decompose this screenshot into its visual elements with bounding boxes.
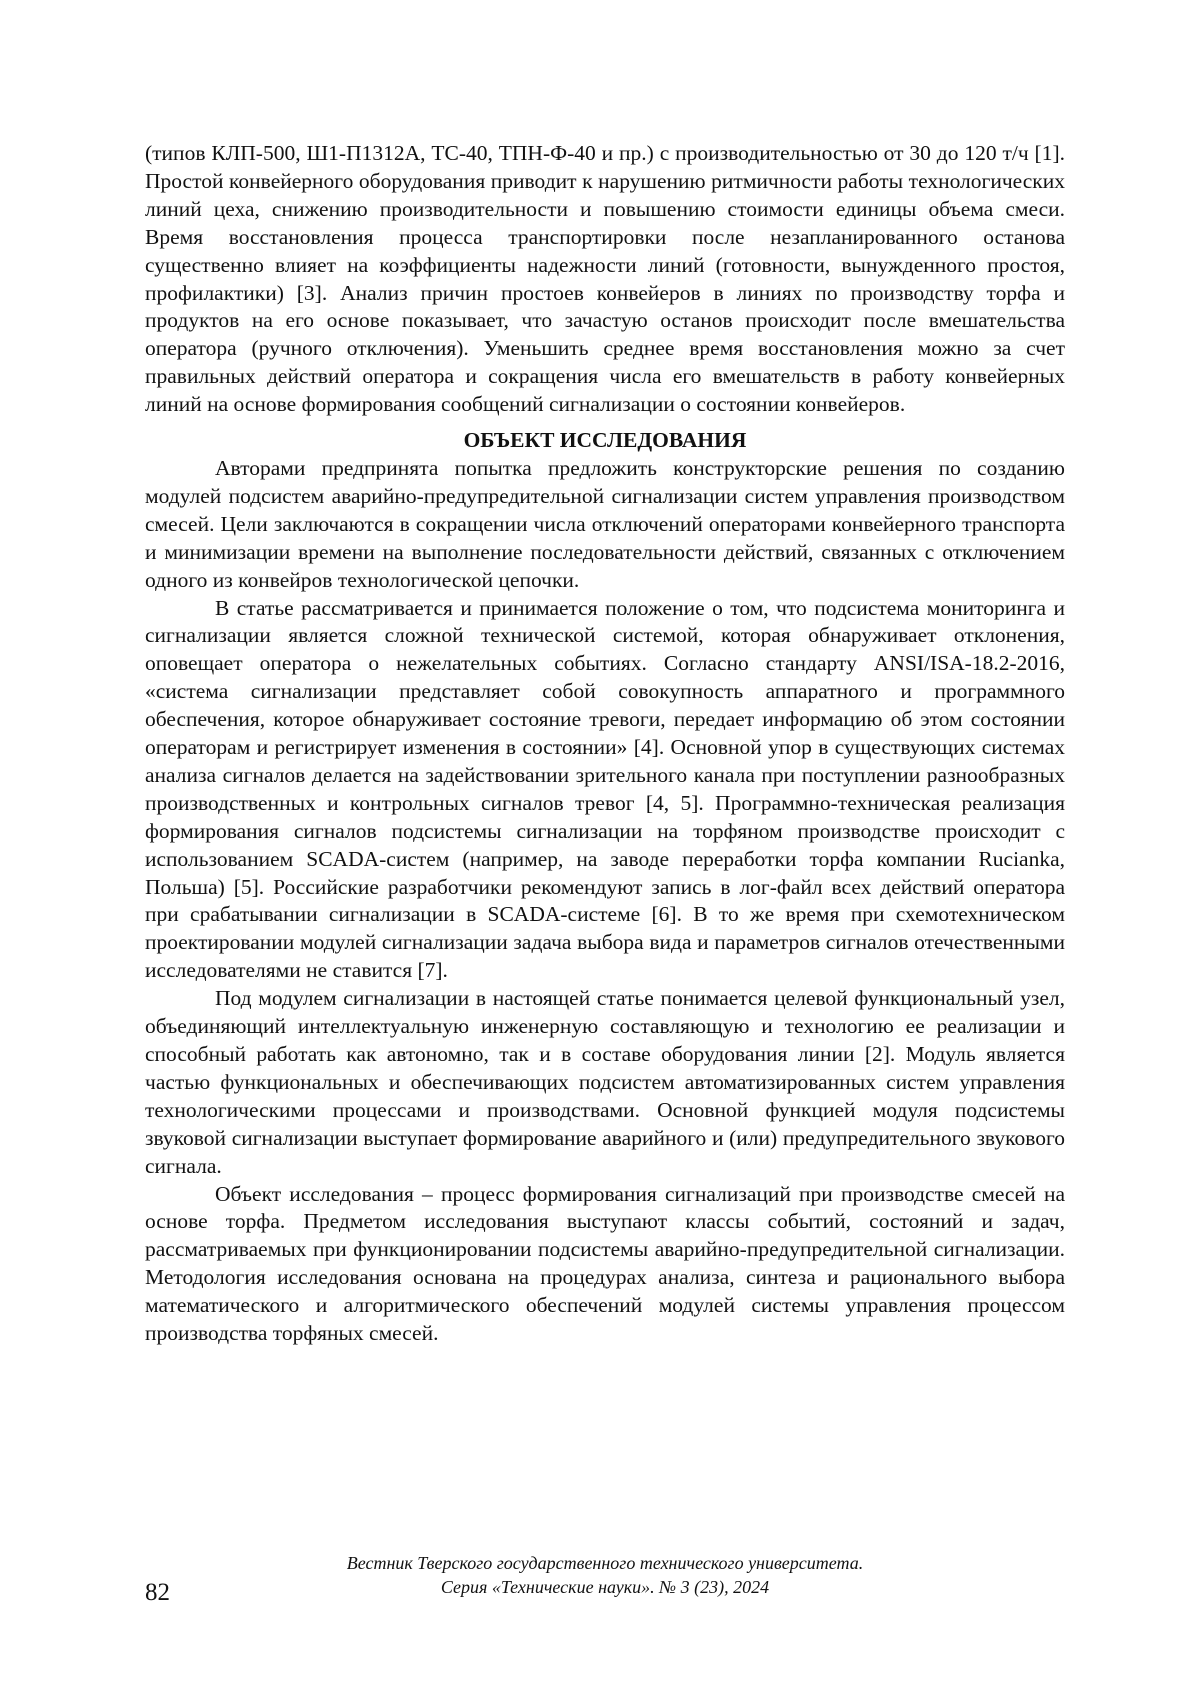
- journal-title-line: Вестник Тверского государственного технического университета.: [346, 1553, 864, 1573]
- journal-series-line: Серия «Технические науки». № 3 (23), 2024: [440, 1577, 770, 1597]
- paragraph-alarm-system: В статье рассматривается и принимается положение о том, что подсистема мониторинга и сигнализации является сложной технической системой, которая обнаруживает отклонения, оповещает оператора о нежелательных событиях. Согласно стандарту ANSI/ISA-18.2-2016, «система сигнализации представляет собой совокупность аппаратного и программного обеспечения, которое обнаруживает состояние тревоги, передает информацию об этом состоянии операторам и регистрирует изменения в состоянии» [4]. Основной упор в существующих системах анализа сигналов делается на задействовании зрительного канала при поступлении разнообразных производственных и контрольных сигналов тревог [4, 5]. Программно-техническая реализация формирования сигналов подсистемы сигнализации на торфяном производстве происходит с использованием SCADA-систем (например, на заводе переработки торфа компании Rucianka, Польша) [5]. Российские разработчики рекомендуют запись в лог-файл всех действий оператора при срабатывании сигнализации в SCADA-системе [6]. В то же время при схемотехническом проектировании модулей сигнализации задача выбора вида и параметров сигналов отечественными исследователями не ставится [7].: [145, 595, 1065, 983]
- article-body: [145, 140, 1065, 1348]
- paragraph-research-object: Объект исследования – процесс формирования сигнализаций при производстве смесей на основе торфа. Предметом исследования выступают классы событий, состояний и задач, рассматриваемых при функционировании подсистемы аварийно-предупредительной сигнализации. Методология исследования основана на процедурах анализа, синтеза и рационального выбора математического и алгоритмического обеспечений модулей системы управления процессом производства торфяных смесей.: [145, 1181, 1065, 1346]
- paragraph-continued: (типов КЛП-500, Ш1-П1312А, ТС-40, ТПН-Ф-40 и пр.) с производительностью от 30 до 120 т/ч [1]. Простой конвейерного оборудования приводит к нарушению ритмичности работы технологических линий цеха, снижению производительности и повышению стоимости единицы объема смеси. Время восстановления процесса транспортировки после незапланированного останова существенно влияет на коэффициенты надежности линий (готовности, вынужденного простоя, профилактики) [3]. Анализ причин простоев конвейеров в линиях по производству торфа и продуктов на его основе показывает, что зачастую останов происходит после вмешательства оператора (ручного отключения). Уменьшить среднее время восстановления можно за счет правильных действий оператора и сокращения числа его вмешательств в работу конвейерных линий на основе формирования сообщений сигнализации о состоянии конвейеров.: [145, 141, 1065, 417]
- paragraph-alarm-module: Под модулем сигнализации в настоящей статье понимается целевой функциональный узел, объединяющий интеллектуальную инженерную составляющую и технологию ее реализации и способный работать как автономно, так и в составе оборудования линии [2]. Модуль является частью функциональных и обеспечивающих подсистем автоматизированных систем управления технологическими процессами и производствами. Основной функцией модуля подсистемы звуковой сигнализации выступает формирование аварийного и (или) предупредительного звукового сигнала.: [145, 986, 1065, 1178]
- paragraph-research-goals: Авторами предпринята попытка предложить конструкторские решения по созданию модулей подсистем аварийно-предупредительной сигнализации систем управления производством смесей. Цели заключаются в сокращении числа отключений операторами конвейерного транспорта и минимизации времени на выполнение последовательности действий, связанных с отключением одного из конвейров технологической цепочки.: [145, 455, 1065, 592]
- journal-footer: [145, 1551, 1065, 1599]
- page-number: 82: [145, 1579, 170, 1606]
- section-heading: ОБЪЕКТ ИССЛЕДОВАНИЯ: [463, 428, 747, 453]
